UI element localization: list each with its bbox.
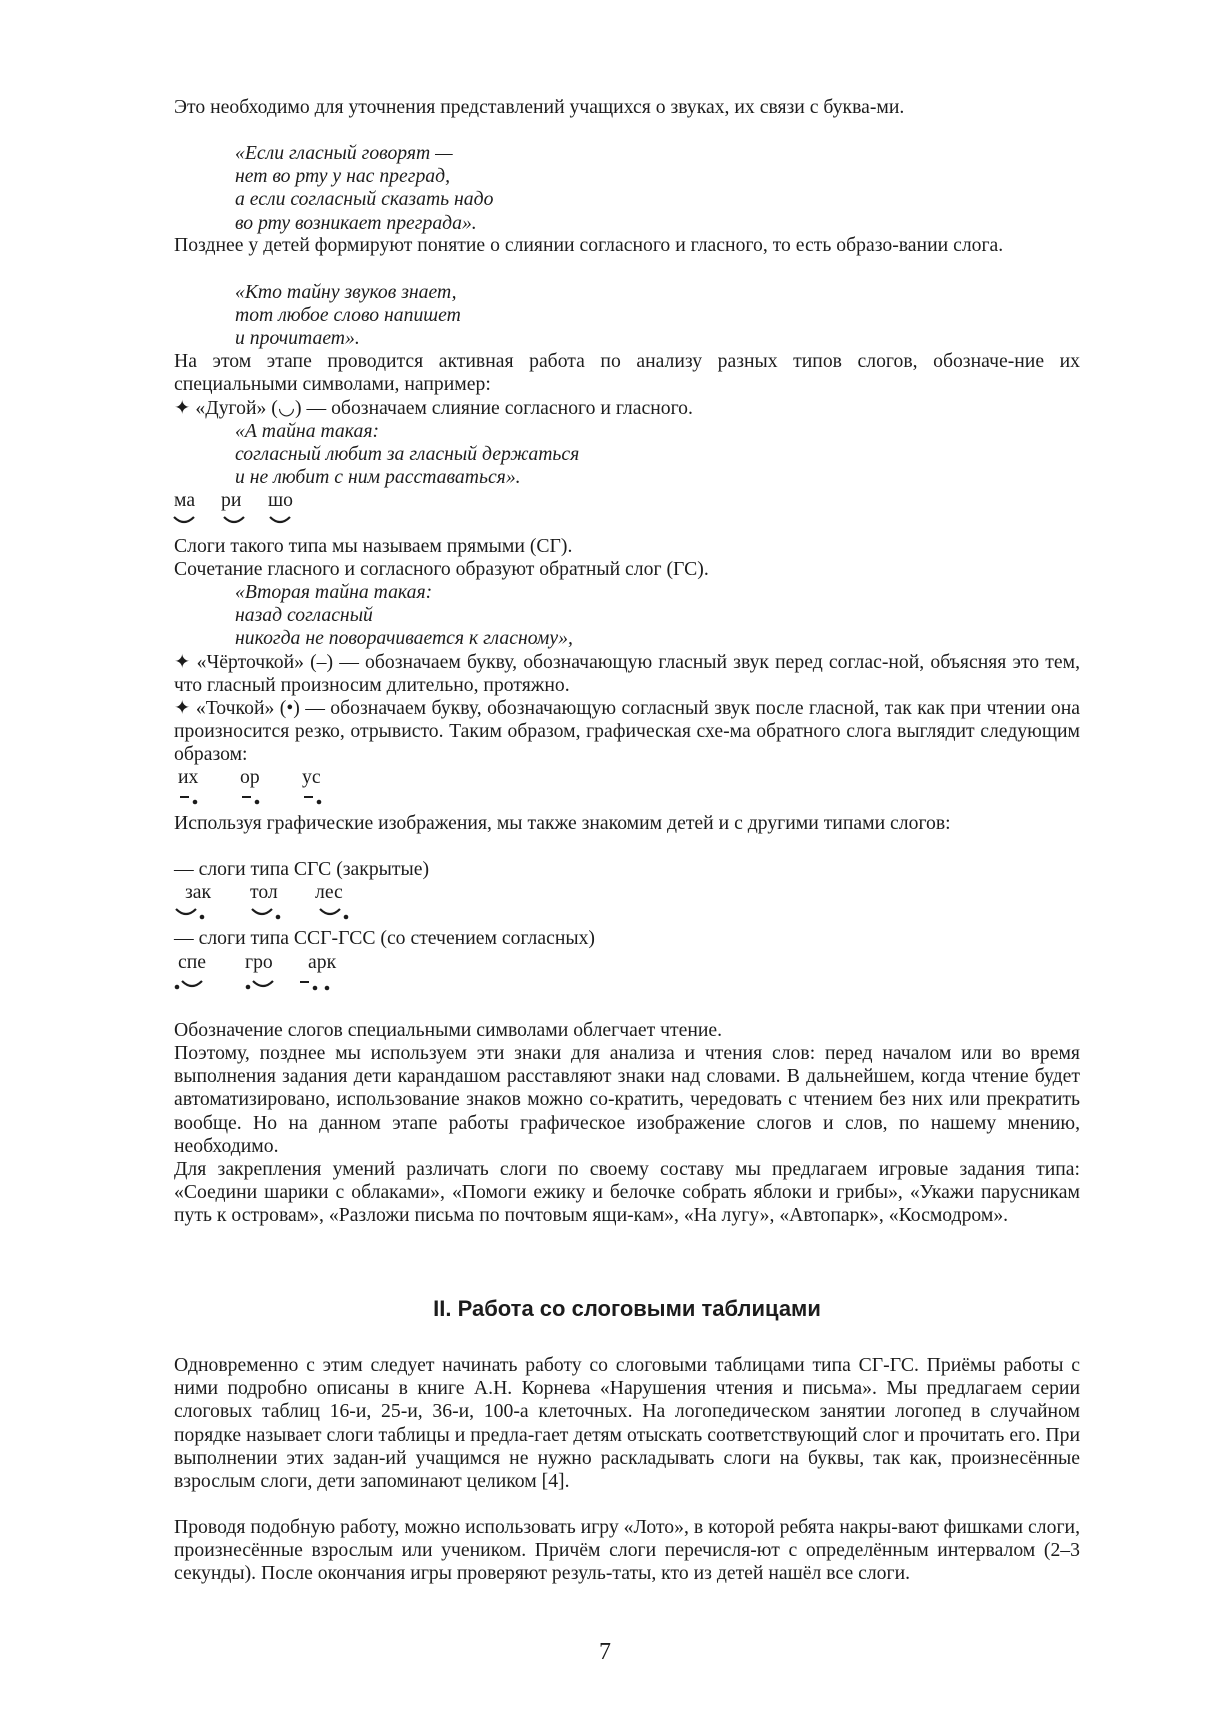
bullet-dash: ✦ «Чёрточкой» (–) — обозначаем букву, обозначающую гласный звук перед соглас-ной, объясняя это тем, что гласный произносим длительно, протяжно.: [174, 651, 1080, 697]
verse-line: согласный любит за гласный держаться: [235, 443, 580, 466]
arc-icon: [270, 517, 290, 522]
syllable: ма: [174, 489, 196, 511]
verse-line: «Вторая тайна такая:: [235, 581, 433, 603]
verse-line: «Если гласный говорят —: [235, 142, 453, 164]
dot-icon: [193, 800, 198, 805]
syllable: гро: [245, 951, 273, 973]
arc-dot-marks: [172, 906, 362, 924]
section-title: II. Работа со слоговыми таблицами: [433, 1296, 821, 1321]
bullet-arc: ✦ «Дугой» (◡) — обозначаем слияние согласного и гласного.: [174, 397, 693, 419]
paragraph-3: На этом этапе проводится активная работа по анализу разных типов слогов, обозначе-ние их специальными символами, например:: [174, 350, 1080, 396]
bullet-dot: ✦ «Точкой» (•) — обозначаем букву, обозначающую согласный звук после гласной, так как при чтении она произносится резко, отрывисто. Таким образом, графическая схе-ма обратного слога выглядит следующим образом:: [174, 697, 1080, 766]
arc-marks: [170, 514, 310, 530]
verse-line: и прочитает».: [235, 327, 360, 350]
dot-icon: [200, 915, 205, 920]
verse-line: «А тайна такая:: [235, 420, 380, 442]
syllable: шо: [268, 489, 294, 511]
arc-icon: [176, 909, 196, 914]
verse-line: а если согласный сказать надо: [235, 188, 494, 211]
paragraph-10: Одновременно с этим следует начинать работу со слоговыми таблицами типа СГ-ГС. Приёмы работы с ними подробно описаны в книге А.Н. Корнева «Нарушения чтения и письма». Мы предлагаем серии слоговых таблиц 16-и, 25-и, 36-и, 100-а клеточных. На логопедическом занятии логопед в случайном порядке называет слоги таблицы и предла-гает детям отыскать соответствующий слог и прочитать его. При выполнении этих задан-ий учащимся не нужно раскладывать слоги на буквы, так как, произнесённые взрослым слоги, дети запоминают целиком [4].: [174, 1354, 1080, 1493]
verse-3: [235, 420, 579, 490]
syllable-type-ccg: — слоги типа ССГ-ГСС (со стечением согласных): [174, 927, 595, 949]
syllable: зак: [185, 881, 212, 903]
syllable: арк: [308, 951, 337, 973]
syllable: ус: [302, 766, 321, 788]
paragraph-11: Проводя подобную работу, можно использовать игру «Лото», в которой ребята накры-вают фишками слоги, произнесённые взрослым или учеником. Причём слоги перечисля-ют с определённым интервалом (2–3 секунды). После окончания игры проверяют резуль-таты, кто из детей нашёл все слоги.: [174, 1516, 1080, 1585]
dash-dot-marks: [174, 792, 334, 808]
syllable: спе: [178, 951, 207, 973]
verse-line: во рту возникает преграда».: [235, 211, 477, 234]
syllable: ор: [240, 766, 260, 788]
syllable: их: [178, 766, 199, 788]
dot-icon: [276, 915, 281, 920]
verse-line: назад согласный: [235, 604, 373, 627]
arc-icon: [174, 517, 194, 522]
paragraph-6: Используя графические изображения, мы также знакомим детей и с другими типами слогов:: [174, 812, 951, 834]
dot-icon: [175, 985, 180, 990]
paragraph-4: Слоги такого типа мы называем прямыми (СГ).: [174, 535, 573, 557]
verse-line: «Кто тайну звуков знает,: [235, 281, 457, 303]
arc-icon: [224, 517, 244, 522]
verse-line: тот любое слово напишет: [235, 304, 461, 327]
arc-icon: [320, 909, 340, 914]
paragraph-9: Для закрепления умений различать слоги по своему составу мы предлагаем игровые задания типа: «Соедини шарики с облаками», «Помоги ежику и белочке собрать яблоки и грибы», «Укажи парусникам путь к островам», «Разложи письма по почтовым ящи-кам», «На лугу», «Автопарк», «Космодром».: [174, 1158, 1080, 1227]
paragraph-2: Позднее у детей формируют понятие о слиянии согласного и гласного, то есть образо-вании слога.: [174, 234, 1004, 256]
page-number: 7: [599, 1639, 611, 1665]
dot-icon: [317, 800, 322, 805]
syllable: ри: [221, 489, 242, 511]
paragraph-7: Обозначение слогов специальными символами облегчает чтение.: [174, 1019, 723, 1041]
dot-icon: [255, 800, 260, 805]
paragraph-5: Сочетание гласного и согласного образуют обратный слог (ГС).: [174, 558, 709, 580]
dot-icon: [313, 986, 318, 991]
dot-arc-marks: [172, 978, 352, 996]
verse-line: и не любит с ним расставаться».: [235, 466, 521, 489]
arc-icon: [253, 981, 273, 986]
verse-1: [235, 142, 493, 235]
dot-icon: [246, 985, 251, 990]
arc-icon: [182, 981, 202, 986]
paragraph-8: Поэтому, позднее мы используем эти знаки для анализа и чтения слов: перед началом или во время выполнения задания дети карандашом расставляют знаки над словами. В дальнейшем, когда чтение будет автоматизировано, использование знаков можно со-кратить, чередовать с чтением без них или прекратить вообще. Но на данном этапе работы графическое изображение слогов и слов, по нашему мнению, необходимо.: [174, 1042, 1080, 1157]
verse-line: никогда не поворачивается к гласному»,: [235, 627, 573, 650]
verse-2: [235, 281, 461, 351]
arc-icon: [252, 909, 272, 914]
verse-4: [235, 581, 573, 651]
dot-icon: [325, 986, 330, 991]
dot-icon: [344, 915, 349, 920]
verse-line: нет во рту у нас преград,: [235, 165, 451, 188]
syllable: тол: [250, 881, 278, 903]
syllable-type-cgc: — слоги типа СГС (закрытые): [174, 858, 430, 880]
paragraph-1: Это необходимо для уточнения представлений учащихся о звуках, их связи с буква-ми.: [174, 96, 905, 118]
syllable: лес: [315, 881, 343, 903]
